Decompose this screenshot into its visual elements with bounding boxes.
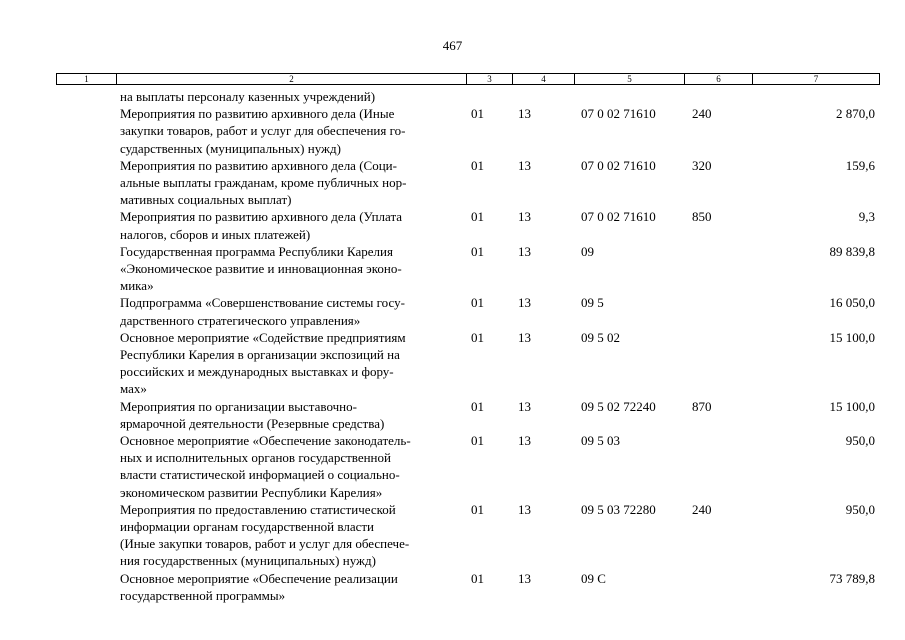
subsection-code: 13 <box>518 501 531 517</box>
expense-type-code: 320 <box>692 157 712 173</box>
column-number: 4 <box>513 74 575 84</box>
table-row <box>0 105 905 157</box>
item-description: Мероприятия по предоставлению статистической информации органам государственной власти (Иные закупки товаров, работ и услуг для обеспече- ния государственных (муниципальных) нужд) <box>120 501 410 569</box>
subsection-code: 13 <box>518 398 531 414</box>
amount: 15 100,0 <box>829 329 875 345</box>
item-description: Государственная программа Республики Карелия «Экономическое развитие и инновационная эконо- мика» <box>120 243 402 294</box>
amount: 2 870,0 <box>836 106 875 122</box>
subsection-code: 13 <box>518 243 531 259</box>
table-row <box>0 570 905 604</box>
table-column-numbers <box>56 73 880 85</box>
column-number: 7 <box>813 74 819 84</box>
section-code: 01 <box>471 570 484 586</box>
expense-type-code: 240 <box>692 501 712 517</box>
expense-type-code: 240 <box>692 106 712 122</box>
item-description: Подпрограмма «Совершенствование системы госу- дарственного стратегического управления» <box>120 295 405 328</box>
item-description: Мероприятия по развитию архивного дела (Уплата налогов, сборов и иных платежей) <box>120 209 403 242</box>
target-article-code: 09 5 03 <box>581 433 620 449</box>
expense-type-code: 850 <box>692 209 712 225</box>
item-description: Основное мероприятие «Содействие предприятиям Республики Карелия в организации экспозиций на российских и международных выставках и фору- мах» <box>120 329 406 397</box>
target-article-code: 07 0 02 71610 <box>581 106 656 122</box>
table-row <box>0 208 905 242</box>
page-number: 467 <box>442 38 463 53</box>
item-description: Мероприятия по развитию архивного дела (Соци- альные выплаты гражданам, кроме публичных нор- мативных социальных выплат) <box>120 157 407 208</box>
item-description: Основное мероприятие «Обеспечение законодатель- ных и исполнительных органов государственной власти статистической информацией о социально- экономическом развитии Республики Карелия» <box>120 433 411 500</box>
section-code: 01 <box>471 433 484 449</box>
budget-table <box>0 88 905 604</box>
column-number: 5 <box>575 74 685 84</box>
subsection-code: 13 <box>518 433 531 449</box>
target-article-code: 09 <box>581 243 594 259</box>
item-description: Мероприятия по организации выставочно- ярмарочной деятельности (Резервные средства) <box>120 398 385 431</box>
section-code: 01 <box>471 295 484 311</box>
target-article-code: 07 0 02 71610 <box>581 157 656 173</box>
amount: 15 100,0 <box>829 398 875 414</box>
section-code: 01 <box>471 398 484 414</box>
target-article-code: 09 5 <box>581 295 604 311</box>
target-article-code: 09 5 02 <box>581 329 620 345</box>
amount: 950,0 <box>845 433 875 449</box>
expense-type-code: 870 <box>692 398 712 414</box>
target-article-code: 09 5 03 72280 <box>581 501 656 517</box>
section-code: 01 <box>471 106 484 122</box>
target-article-code: 09 5 02 72240 <box>581 398 656 414</box>
table-row <box>0 88 905 105</box>
table-row <box>0 157 905 209</box>
amount: 73 789,8 <box>829 570 875 586</box>
amount: 9,3 <box>858 209 875 225</box>
target-article-code: 07 0 02 71610 <box>581 209 656 225</box>
amount: 159,6 <box>845 157 875 173</box>
section-code: 01 <box>471 501 484 517</box>
section-code: 01 <box>471 209 484 225</box>
table-row <box>0 398 905 432</box>
section-code: 01 <box>471 157 484 173</box>
target-article-code: 09 С <box>581 570 606 586</box>
amount: 89 839,8 <box>829 243 875 259</box>
subsection-code: 13 <box>518 570 531 586</box>
column-number: 1 <box>57 74 117 84</box>
subsection-code: 13 <box>518 106 531 122</box>
table-row <box>0 294 905 328</box>
table-row <box>0 243 905 295</box>
column-number: 3 <box>467 74 513 84</box>
subsection-code: 13 <box>518 295 531 311</box>
section-code: 01 <box>471 243 484 259</box>
table-row <box>0 432 905 501</box>
amount: 950,0 <box>845 501 875 517</box>
amount: 16 050,0 <box>829 295 875 311</box>
table-row <box>0 329 905 398</box>
subsection-code: 13 <box>518 209 531 225</box>
subsection-code: 13 <box>518 329 531 345</box>
column-number: 2 <box>117 74 467 84</box>
item-description: Мероприятия по развитию архивного дела (Иные закупки товаров, работ и услуг для обеспечения го- сударственных (муниципальных) нужд) <box>120 106 406 156</box>
subsection-code: 13 <box>518 157 531 173</box>
item-description: на выплаты персоналу казенных учреждений) <box>120 89 376 104</box>
section-code: 01 <box>471 329 484 345</box>
table-row <box>0 501 905 570</box>
column-number: 6 <box>685 74 753 84</box>
item-description: Основное мероприятие «Обеспечение реализации государственной программы» <box>120 570 398 603</box>
